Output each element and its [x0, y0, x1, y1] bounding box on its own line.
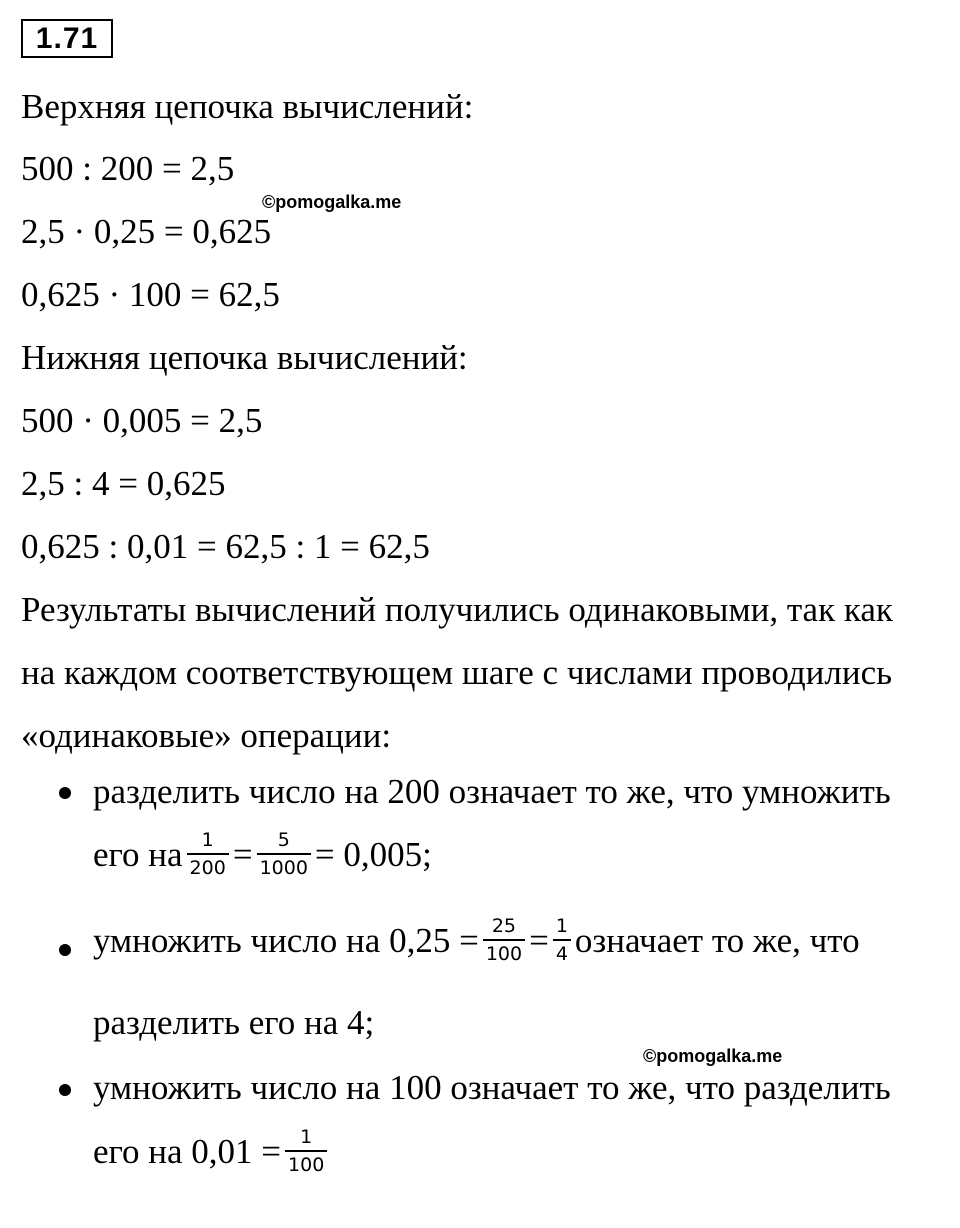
- bullet-2-prefix: умножить число на 0,25 =: [93, 921, 479, 961]
- bullet-3-prefix: его на 0,01 =: [93, 1132, 282, 1172]
- fraction-denominator: 100: [483, 939, 525, 964]
- bullet-2-line-2: разделить его на 4;: [93, 1003, 375, 1042]
- fraction-1-200: [187, 830, 229, 878]
- watermark-top: ©pomogalka.me: [262, 192, 402, 212]
- bullet-2-suffix: означает то же, что: [574, 921, 860, 961]
- upper-step-2: 2,5 · 0,25 = 0,625: [21, 212, 272, 251]
- bullet-1-result: = 0,005;: [314, 835, 432, 875]
- equals-sign: =: [529, 921, 549, 961]
- bullet-dot-2: [59, 944, 71, 956]
- task-number: 1.71: [21, 19, 113, 58]
- fraction-denominator: 1000: [257, 853, 311, 878]
- fraction-denominator: 4: [553, 939, 571, 964]
- bullet-dot-1: [59, 787, 71, 799]
- conclusion-line-2: на каждом соответствующем шаге с числами проводились: [21, 653, 893, 692]
- bullet-3-line-1: умножить число на 100 означает то же, что разделить: [93, 1068, 891, 1107]
- fraction-5-1000: [257, 830, 311, 878]
- lower-chain-title: Нижняя цепочка вычислений:: [21, 338, 468, 377]
- fraction-25-100: [483, 916, 525, 964]
- fraction-1-4: [553, 916, 571, 964]
- fraction-1-100: [285, 1127, 327, 1175]
- bullet-1-line-2: [93, 829, 432, 882]
- lower-step-2: 2,5 : 4 = 0,625: [21, 464, 226, 503]
- lower-step-1: 500 · 0,005 = 2,5: [21, 401, 263, 440]
- fraction-numerator: 1: [555, 915, 568, 937]
- bullet-3-line-2: [93, 1126, 331, 1179]
- upper-step-3: 0,625 · 100 = 62,5: [21, 275, 280, 314]
- conclusion-line-3: «одинаковые» операции:: [21, 716, 392, 755]
- bullet-2-line-1: [93, 915, 860, 968]
- upper-step-1: 500 : 200 = 2,5: [21, 149, 235, 188]
- upper-chain-title: Верхняя цепочка вычислений:: [21, 87, 474, 126]
- fraction-numerator: 1: [201, 829, 214, 851]
- fraction-denominator: 100: [285, 1150, 327, 1175]
- lower-step-3: 0,625 : 0,01 = 62,5 : 1 = 62,5: [21, 527, 430, 566]
- fraction-numerator: 25: [491, 915, 517, 937]
- conclusion-line-1: Результаты вычислений получились одинаковыми, так как: [21, 590, 893, 629]
- fraction-numerator: 5: [277, 829, 290, 851]
- fraction-numerator: 1: [300, 1126, 313, 1148]
- equals-sign: =: [232, 835, 253, 875]
- bullet-1-prefix: его на: [93, 835, 183, 875]
- bullet-1-line-1: разделить число на 200 означает то же, что умножить: [93, 772, 891, 811]
- bullet-dot-3: [59, 1084, 71, 1096]
- watermark-bottom: ©pomogalka.me: [643, 1046, 783, 1066]
- fraction-denominator: 200: [187, 853, 229, 878]
